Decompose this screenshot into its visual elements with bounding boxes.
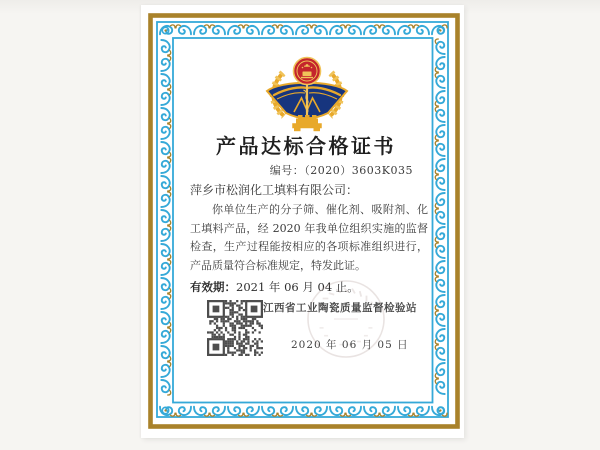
china-quality-supervision-emblem-icon [261,55,353,135]
issuing-organization: 江西省工业陶瓷质量监督检验站 [263,302,417,314]
validity-label: 有效期： [190,280,236,295]
qr-code-icon [207,300,263,356]
issue-date: 2020 年 06 月 05 日 [291,339,409,351]
validity-value: 2021 年 06 月 04 止。 [236,280,359,295]
certificate-body-text: 你单位生产的分子筛、催化剂、吸附剂、化工填料产品，经 2020 年我单位组织实施的监督检查，生产过程能按相应的各项标准组织进行，产品质量符合标准规定，特发此证。 [190,203,428,272]
certificate-number: 编号：（2020）3603K035 [269,164,413,177]
certificate-page [141,5,464,438]
certificate-title: 产品达标合格证书 [216,134,396,158]
recipient-company: 萍乡市松润化工填料有限公司： [190,183,359,197]
